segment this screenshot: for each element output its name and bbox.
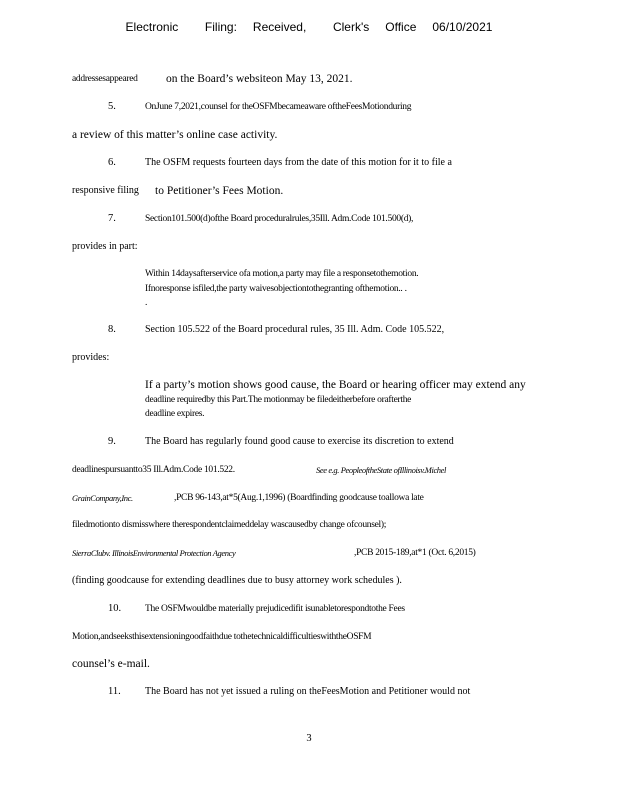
- text-line: The Board has not yet issued a ruling on theFeesMotion and Petitioner would not: [145, 686, 471, 697]
- paragraph-number: 6.: [108, 157, 116, 168]
- quote-line: deadline requiredby this Part.The motionmay be filedeitherbefore orafterthe: [145, 395, 412, 405]
- text-line: addressesappeared: [72, 74, 138, 84]
- text-line: provides:: [72, 352, 110, 363]
- paragraph-number: 10.: [108, 603, 122, 614]
- text-line: filedmotionto dismisswhere therespondentclaimeddelay wascausedby change ofcounsel);: [72, 520, 387, 530]
- text-line: ,PCB 2015-189,at*1 (Oct. 6,2015): [354, 548, 476, 558]
- text-line: responsive filing: [72, 185, 139, 196]
- filing-header: Electronic Filing: Received, Clerk's Office 06/10/2021: [125, 20, 493, 34]
- text-line: to Petitioner’s Fees Motion.: [155, 185, 284, 197]
- case-citation: SierraClubv. IllinoisEnvironmental Protection Agency: [72, 548, 236, 558]
- paragraph-number: 5.: [108, 101, 116, 112]
- text-line: OnJune 7,2021,counsel for theOSFMbecameaware oftheFeesMotionduring: [145, 102, 412, 112]
- text-line: Section101.500(d)ofthe Board proceduralrules,35Ill. Adm.Code 101.500(d),: [145, 214, 414, 224]
- case-citation: GrainCompany,Inc.: [72, 493, 133, 503]
- text-line: a review of this matter’s online case activity.: [72, 129, 278, 141]
- page-number: 3: [306, 733, 312, 744]
- text-line: Motion,andseeksthisextensioningoodfaithdue tothetechnicaldifficultieswiththeOSFM: [72, 632, 372, 642]
- paragraph-number: 11.: [108, 686, 121, 697]
- text-line: Section 105.522 of the Board procedural rules, 35 Ill. Adm. Code 105.522,: [145, 324, 445, 335]
- case-citation: See e.g. PeopleoftheState ofIllinoisv.Michel: [316, 465, 446, 475]
- quote-line: If a party’s motion shows good cause, the Board or hearing officer may extend any: [145, 379, 526, 391]
- text-line: The OSFMwouldbe materially prejudicedifit isunabletorespondtothe Fees: [145, 604, 405, 614]
- quote-line: Within 14daysafterservice ofa motion,a party may file a responsetothemotion.: [145, 269, 419, 279]
- text-line: provides in part:: [72, 241, 138, 252]
- text-line: ,PCB 96-143,at*5(Aug.1,1996) (Boardfinding goodcause toallowa late: [174, 493, 424, 503]
- text-line: deadlinespursuantto35 Ill.Adm.Code 101.522.: [72, 465, 235, 475]
- text-line: The Board has regularly found good cause to exercise its discretion to extend: [145, 436, 454, 447]
- paragraph-number: 9.: [108, 436, 116, 447]
- paragraph-number: 7.: [108, 213, 116, 224]
- text-line: (finding goodcause for extending deadlines due to busy attorney work schedules ).: [72, 575, 402, 586]
- text-line: counsel’s e-mail.: [72, 658, 150, 670]
- quote-line: deadline expires.: [145, 409, 205, 419]
- quote-line: .: [145, 298, 148, 308]
- quote-line: Ifnoresponse isfiled,the party waivesobjectiontothegranting ofthemotion.. .: [145, 284, 407, 294]
- text-line: on the Board’s websiteon May 13, 2021.: [166, 73, 353, 85]
- paragraph-number: 8.: [108, 324, 116, 335]
- text-line: The OSFM requests fourteen days from the date of this motion for it to file a: [145, 157, 452, 168]
